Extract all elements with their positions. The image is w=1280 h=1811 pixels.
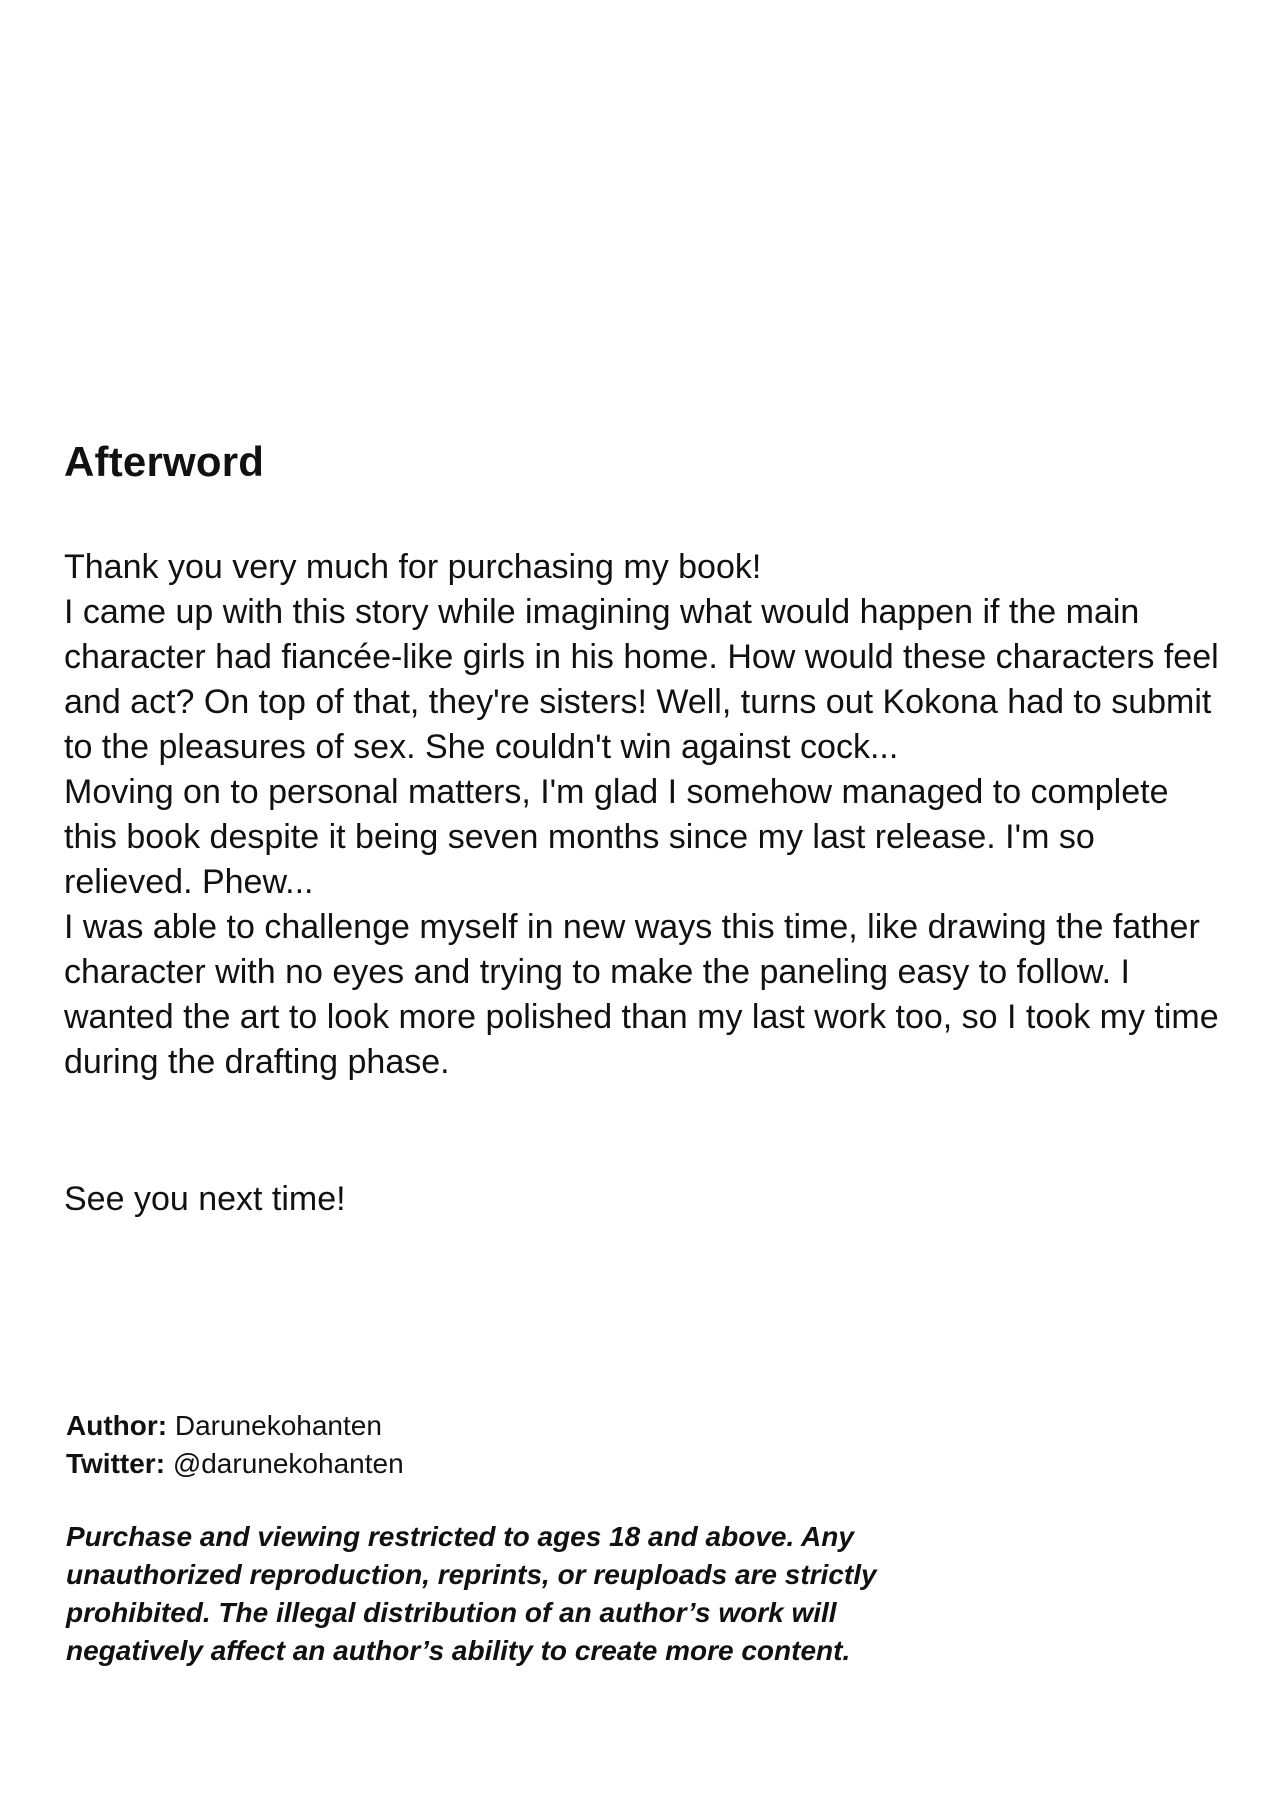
author-name: Darunekohanten — [174, 1410, 382, 1441]
paragraph-challenge: I was able to challenge myself in new ways this time, like drawing the father character with no eyes and trying to make the paneling easy to follow. I wanted the art to look more polished than my last work too, so I took my time during the drafting phase. — [64, 908, 1219, 1081]
twitter-credit — [66, 1445, 404, 1483]
twitter-handle: @darunekohanten — [172, 1448, 404, 1479]
copyright-notice: Purchase and viewing restricted to ages 18 and above. Any unauthorized reproduction, reprints, or reuploads are strictly prohibited. The illegal distribution of an author’s work will negatively affect an author’s ability to create more content. — [66, 1521, 877, 1666]
paragraph-personal: Moving on to personal matters, I'm glad I somehow managed to complete this book despite it being seven months since my last release. I'm so relieved. Phew... — [64, 773, 1169, 901]
credits — [66, 1407, 404, 1483]
closing-line: See you next time! — [64, 1180, 346, 1218]
twitter-label: Twitter: — [66, 1448, 166, 1479]
paragraph-thanks: Thank you very much for purchasing my book! — [64, 548, 762, 586]
author-credit — [66, 1407, 404, 1445]
author-label: Author: — [66, 1410, 168, 1441]
paragraph-story: I came up with this story while imagining what would happen if the main character had fiancée-like girls in his home. How would these characters feel and act? On top of that, they're sisters! Well, turns out Kokona had to submit to the pleasures of sex. She couldn't win against cock... — [64, 593, 1219, 766]
afterword-body — [64, 545, 1224, 1085]
page-title: Afterword — [64, 438, 265, 485]
